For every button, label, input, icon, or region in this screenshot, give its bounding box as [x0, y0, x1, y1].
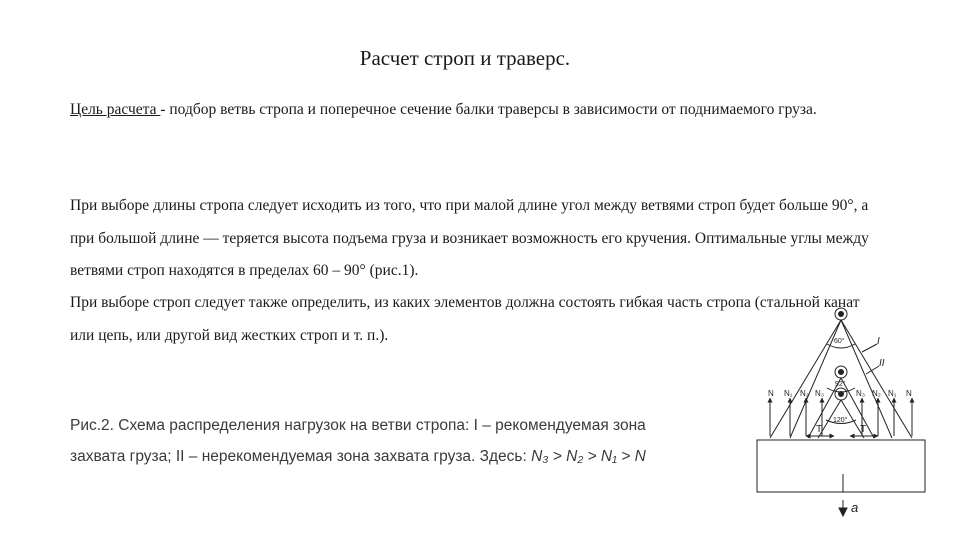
force-label-n-right: N — [906, 389, 912, 398]
sling-material-paragraph: При выборе строп следует также определить, из каких элементов должна состоять гибкая часть стропа (стальной канат или цепь, или другой вид жестких строп и т. п.). — [70, 294, 860, 344]
purpose-text: - подбор ветвь стропа и поперечное сечение балки траверсы в зависимости от поднимаемого груза. — [160, 101, 817, 118]
load-block — [757, 440, 925, 492]
force-label-n1: N₁ — [784, 389, 793, 398]
span-label-right: T — [860, 424, 867, 435]
force-label-n3: N₃ — [815, 389, 825, 398]
angle-label-92: 92° — [835, 381, 846, 388]
caption-line2: захвата груза; II – нерекомендуемая зона захвата груза. Здесь: — [70, 448, 532, 465]
force-label-n3-right: N₃ — [856, 389, 866, 398]
force-label-n2: N₂ — [800, 389, 809, 398]
sling-length-paragraph: При выборе длины стропа следует исходить из того, что при малой длине угол между ветвями строп будет больше 90°, а при большой длине — теряется высота подъема груза и возникает возможность его кручения. Оптимальные углы между ветвями строп находятся в пределах 60 – 90° (рис.1). — [70, 197, 869, 279]
angle-label-120: 120° — [833, 417, 848, 424]
caption-line1: Рис.2. Схема распределения нагрузок на ветви стропа: I – рекомендуемая зона — [70, 417, 646, 434]
zone-1-pointer — [862, 344, 877, 352]
caption-formula: N₃ > N₂ > N₁ > N — [531, 448, 646, 465]
span-label-left: T — [816, 424, 823, 435]
force-label-n: N — [768, 389, 774, 398]
purpose-label: Цель расчета — [70, 101, 161, 118]
page-title: Расчет строп и траверс. — [359, 46, 571, 70]
angle-label-60: 60° — [834, 338, 845, 345]
zone-2-label: II — [879, 358, 885, 369]
sling-branch — [841, 320, 892, 438]
force-label-n1-right: N₁ — [888, 389, 897, 398]
point-a-label: a — [851, 500, 859, 515]
zone-1-label: I — [877, 336, 880, 347]
force-label-n2-right: N₂ — [872, 389, 881, 398]
